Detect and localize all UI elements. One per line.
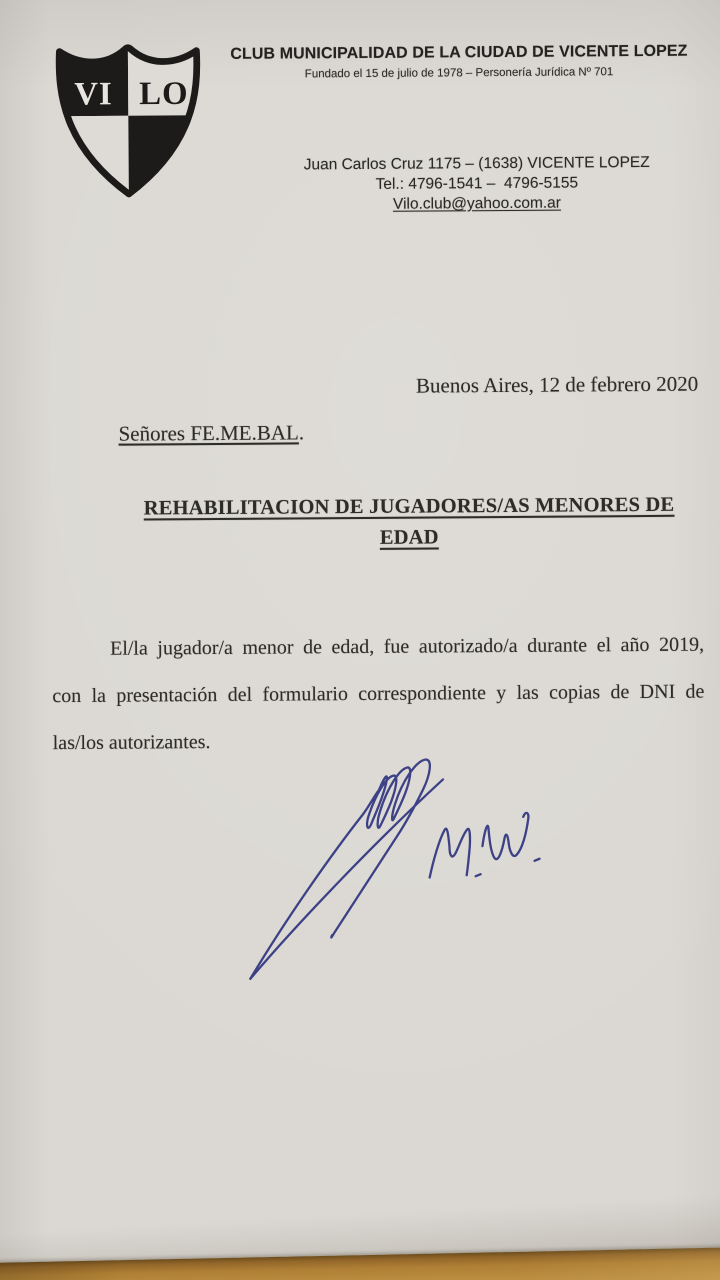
initial-m-period [476, 874, 481, 876]
addressee-line [118, 420, 304, 446]
date-line: Buenos Aires, 12 de febrero 2020 [415, 371, 699, 398]
subject-line-2: EDAD [379, 526, 439, 549]
signature-flourish-stroke [249, 760, 432, 979]
addressee-period: . [298, 420, 305, 445]
founded-line: Fundado el 15 de julio de 1978 – Personería Jurídica Nº 701 [304, 66, 614, 81]
vilo-shield-icon [48, 37, 209, 204]
email-line: Vilo.club@yahoo.com.ar [392, 194, 561, 213]
signature-underline-stroke [249, 779, 444, 978]
subject-title [84, 489, 720, 556]
letterhead [218, 42, 700, 83]
subject-line-1: REHABILITACION DE JUGADORES/AS MENORES DE [143, 493, 675, 520]
body-line: El/la jugador/a menor de edad, fue autorizado/a durante el año 2019, [109, 633, 705, 660]
contact-block [247, 153, 707, 216]
logo-letters-lo: LO [139, 75, 189, 113]
addressee-text: Señores FE.ME.BAL [118, 420, 299, 446]
club-name: CLUB MUNICIPALIDAD DE LA CIUDAD DE VICENTE LOPEZ [230, 42, 688, 63]
body-paragraph [52, 622, 705, 768]
logo-letters-vi: VI [74, 76, 113, 113]
initial-m-stroke [429, 829, 470, 878]
initial-w-stroke [482, 813, 528, 859]
initial-w-period [535, 859, 540, 861]
address-line: Juan Carlos Cruz 1175 – (1638) VICENTE LOPEZ [303, 153, 650, 174]
handwritten-signature [229, 746, 583, 992]
signature-initials [429, 813, 539, 878]
phone-line: Tel.: 4796-1541 – 4796-5155 [375, 174, 579, 193]
body-line: las/los autorizantes. [52, 731, 211, 755]
body-line: con la presentación del formulario correspondiente y las copias de DNI de [52, 680, 705, 708]
